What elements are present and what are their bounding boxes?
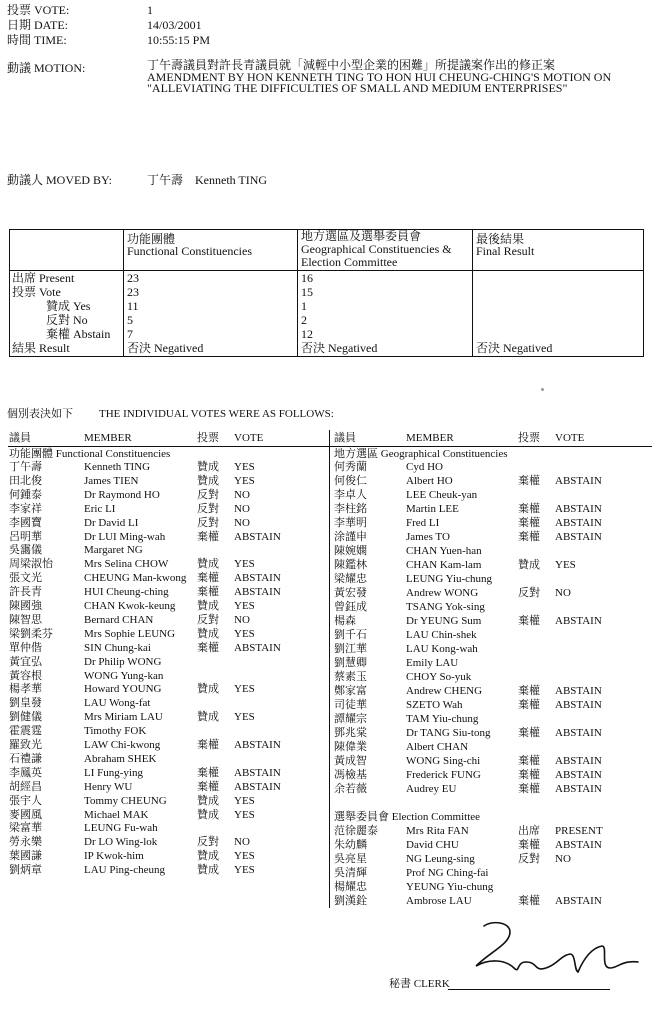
member-name-en: LAU Kong-wah [406,643,478,655]
member-name-en: NG Leung-sing [406,853,475,865]
vote-number-value: 1 [147,3,153,17]
vote-en: ABSTAIN [555,517,602,529]
member-name-en: Andrew CHENG [406,685,483,697]
vote-zh: 棄權 [518,769,540,781]
vote-en: NO [234,488,250,501]
vote-en: ABSTAIN [555,699,602,711]
member-name-zh: 范徐麗泰 [334,825,378,837]
summary-header-divider [10,270,643,271]
vote-zh: 棄權 [518,727,540,739]
member-name-zh: 余若薇 [334,783,367,795]
member-name-zh: 黃宜弘 [9,655,42,668]
member-name-en: LI Fung-ying [84,766,143,779]
summary-col-fc-zh: 功能團體 [127,232,176,246]
member-name-zh: 曾鈺成 [334,601,367,613]
member-name-en: Mrs Miriam LAU [84,711,163,724]
vote-zh: 反對 [197,502,219,515]
vote-zh: 棄權 [518,531,540,543]
member-name-zh: 呂明華 [9,530,42,543]
member-name-zh: 勞永樂 [9,836,42,849]
vote-en: YES [234,600,255,612]
moved-by-label: 動議人 MOVED BY: [7,173,112,187]
vote-zh: 棄權 [197,739,219,751]
vote-en: YES [234,808,255,821]
member-name-en: Dr YEUNG Sum [406,615,482,627]
scan-speck [541,388,544,391]
member-name-zh: 陳智思 [9,613,42,626]
vote-en: YES [234,474,255,487]
gc-no: 2 [301,313,307,327]
member-name-zh: 霍震霆 [9,725,42,738]
vote-en: NO [234,516,250,529]
vote-en: ABSTAIN [555,727,602,739]
date-value: 14/03/2001 [147,18,202,32]
member-name-zh: 石禮謙 [9,752,42,765]
member-name-zh: 吳靄儀 [9,544,42,557]
member-name-zh: 張宇人 [9,794,42,807]
vote-en: ABSTAIN [555,839,602,851]
vote-en: NO [234,836,250,849]
vote-zh: 棄權 [518,783,540,795]
member-name-zh: 李卓人 [334,489,367,501]
member-name-en: YEUNG Yiu-chung [406,881,494,893]
fc-yes: 11 [127,299,139,313]
vote-en: ABSTAIN [555,615,602,627]
final-result: 否決 Negatived [476,341,553,355]
vote-en: YES [234,683,255,696]
member-name-en: Margaret NG [84,544,143,557]
gc-yes: 1 [301,299,307,313]
member-name-en: WONG Yung-kan [84,669,164,682]
member-name-zh: 劉皇發 [9,697,42,710]
member-name-en: Howard YOUNG [84,683,162,696]
summary-col-gc-en-2: Election Committee [301,255,398,269]
member-name-zh: 李柱銘 [334,503,367,515]
gc-abstain: 12 [301,327,313,341]
vote-zh: 棄權 [197,780,219,793]
vote-zh: 贊成 [197,711,219,724]
member-name-en: Audrey EU [406,783,457,795]
time-label: 時間 TIME: [7,33,67,47]
member-name-en: HUI Cheung-ching [84,586,169,599]
ec-section-title: 選舉委員會 Election Committee [334,811,481,823]
moved-by-value: 丁午壽 Kenneth TING [147,173,268,187]
date-label: 日期 DATE: [7,18,68,32]
gc-present: 16 [301,271,313,285]
member-name-zh: 楊森 [334,615,356,627]
member-name-en: Emily LAU [406,657,459,669]
right-col-vote-zh: 投票 [518,432,540,444]
vote-zh: 棄權 [197,766,219,779]
member-name-zh: 何俊仁 [334,475,367,487]
member-name-zh: 楊孝華 [9,683,42,696]
fc-result: 否決 Negatived [127,341,204,355]
clerk-signature-line [448,989,610,990]
vote-en: ABSTAIN [234,780,281,793]
vote-en: ABSTAIN [234,739,281,751]
motion-line-zh: 丁午壽議員對許長青議員就「減輕中小型企業的困難」所提議案作出的修正案 [147,58,556,72]
vote-zh: 反對 [197,613,219,626]
member-name-zh: 麥國風 [9,808,42,821]
member-name-zh: 鄧兆棠 [334,727,367,739]
member-name-zh: 楊耀忠 [334,881,367,893]
member-name-en: Bernard CHAN [84,613,154,626]
vote-en: NO [234,502,250,515]
member-name-zh: 劉炳章 [9,864,42,877]
member-name-zh: 梁耀忠 [334,573,367,585]
member-name-en: WONG Sing-chi [406,755,481,767]
individual-intro-en: THE INDIVIDUAL VOTES WERE AS FOLLOWS: [99,408,334,420]
member-name-en: SZETO Wah [406,699,463,711]
vote-en: ABSTAIN [234,530,281,543]
vote-zh: 反對 [518,853,540,865]
member-name-en: Cyd HO [406,461,443,473]
member-name-en: Mrs Rita FAN [406,825,469,837]
motion-text [147,60,611,95]
vote-number-label: 投票 VOTE: [7,3,70,17]
member-name-zh: 黃容根 [9,669,42,682]
member-name-en: TSANG Yok-sing [406,601,485,613]
vote-en: NO [555,587,571,599]
summary-row-no: 反對 No [46,313,88,327]
member-name-en: LEUNG Fu-wah [84,822,158,835]
member-name-zh: 李鳳英 [9,766,42,779]
member-name-en: David CHU [406,839,459,851]
member-name-zh: 葉國謙 [9,850,42,863]
vote-en: YES [234,461,255,473]
summary-col-divider-1 [123,230,124,356]
member-name-zh: 梁劉柔芬 [9,627,53,640]
vote-zh: 贊成 [197,461,219,473]
vote-en: NO [555,853,571,865]
member-name-en: Tommy CHEUNG [84,794,167,807]
vote-zh: 贊成 [197,627,219,640]
clerk-label: 秘書 CLERK [389,978,450,990]
vote-zh: 棄權 [518,475,540,487]
vote-zh: 贊成 [197,474,219,487]
vote-en: ABSTAIN [234,641,281,654]
summary-col-gc-zh: 地方選區及選舉委員會 [301,229,422,243]
vote-zh: 棄權 [197,572,219,585]
right-col-member-en: MEMBER [406,432,454,444]
summary-row-present: 出席 Present [12,271,75,285]
member-name-zh: 黃成智 [334,755,367,767]
vote-en: ABSTAIN [555,755,602,767]
member-name-zh: 劉千石 [334,629,367,641]
member-name-en: CHAN Yuen-han [406,545,482,557]
vote-zh: 反對 [197,488,219,501]
member-name-en: LAW Chi-kwong [84,739,161,751]
gc-vote: 15 [301,285,313,299]
right-vote-list [334,461,652,801]
vote-en: YES [555,559,576,571]
left-col-vote-zh: 投票 [197,432,219,444]
motion-line-en-2: "ALLEVIATING THE DIFFICULTIES OF SMALL AND MEDIUM ENTERPRISES" [147,81,568,95]
clerk-signature-icon [466,918,642,980]
vote-zh: 棄權 [518,503,540,515]
member-name-en: LAU Wong-fat [84,697,151,710]
vote-en: YES [234,627,255,640]
vote-zh: 贊成 [197,850,219,863]
member-name-en: LAU Ping-cheung [84,864,165,877]
vote-en: PRESENT [555,825,603,837]
member-name-zh: 陳偉業 [334,741,367,753]
member-name-zh: 吳清輝 [334,867,367,879]
vote-zh: 棄權 [197,641,219,654]
left-col-member-en: MEMBER [84,432,132,444]
vote-zh: 棄權 [518,517,540,529]
member-name-zh: 黃宏發 [334,587,367,599]
summary-col-final-zh: 最後結果 [476,232,525,246]
member-name-en: Frederick FUNG [406,769,481,781]
member-name-zh: 梁富華 [9,822,42,835]
vote-zh: 棄權 [518,685,540,697]
member-name-zh: 吳亮星 [334,853,367,865]
member-name-zh: 李家祥 [9,502,42,515]
member-name-en: Dr Philip WONG [84,655,162,668]
member-name-en: Eric LI [84,502,116,515]
vote-en: ABSTAIN [555,769,602,781]
member-name-en: Andrew WONG [406,587,479,599]
vote-zh: 贊成 [197,558,219,571]
member-name-zh: 何鍾泰 [9,488,42,501]
vote-en: ABSTAIN [555,475,602,487]
left-col-vote-en: VOTE [234,432,264,444]
vote-zh: 棄權 [197,586,219,599]
member-name-zh: 胡經昌 [9,780,42,793]
member-name-en: Ambrose LAU [406,895,472,907]
vote-zh: 反對 [197,516,219,529]
right-section-title: 地方選區 Geographical Constituencies [334,448,508,460]
vote-zh: 棄權 [518,699,540,711]
member-name-en: IP Kwok-him [84,850,144,863]
member-name-en: Kenneth TING [84,461,151,473]
gc-result: 否決 Negatived [301,341,378,355]
vote-en: ABSTAIN [555,895,602,907]
member-name-en: CHAN Kam-lam [406,559,482,571]
member-name-zh: 何秀蘭 [334,461,367,473]
vote-en: YES [234,794,255,807]
member-name-en: James TIEN [84,474,139,487]
member-name-zh: 朱幼麟 [334,839,367,851]
left-section-title: 功能團體 Functional Constituencies [9,448,171,460]
member-name-en: Michael MAK [84,808,149,821]
vote-zh: 贊成 [197,600,219,612]
member-name-en: Martin LEE [406,503,459,515]
member-name-zh: 馮檢基 [334,769,367,781]
right-col-member-zh: 議員 [334,432,356,444]
vote-en: ABSTAIN [234,586,281,599]
member-name-en: Albert HO [406,475,453,487]
member-name-zh: 李華明 [334,517,367,529]
fc-abstain: 7 [127,327,133,341]
vote-zh: 出席 [518,825,540,837]
member-name-en: Dr Raymond HO [84,488,160,501]
fc-present: 23 [127,271,139,285]
vote-zh: 棄權 [518,615,540,627]
member-name-en: Dr David LI [84,516,139,529]
vote-en: NO [234,613,250,626]
member-name-en: LEE Cheuk-yan [406,489,478,501]
member-name-en: Dr TANG Siu-tong [406,727,491,739]
member-name-zh: 李國寶 [9,516,42,529]
summary-row-yes: 贊成 Yes [46,299,91,313]
member-name-zh: 許長青 [9,586,42,599]
vote-en: ABSTAIN [555,783,602,795]
vote-zh: 棄權 [518,839,540,851]
member-name-en: CHOY So-yuk [406,671,472,683]
vote-zh: 贊成 [197,864,219,877]
right-col-vote-en: VOTE [555,432,585,444]
vote-zh: 反對 [518,587,540,599]
member-name-en: Mrs Sophie LEUNG [84,627,176,640]
time-value: 10:55:15 PM [147,33,211,47]
summary-row-result: 結果 Result [12,341,70,355]
summary-col-gc-en: Geographical Constituencies & [301,242,452,256]
member-name-en: Henry WU [84,780,133,793]
member-name-zh: 司徒華 [334,699,367,711]
vote-en: ABSTAIN [555,685,602,697]
fc-no: 5 [127,313,133,327]
summary-row-abstain: 棄權 Abstain [46,327,111,341]
member-name-zh: 譚耀宗 [334,713,367,725]
member-name-zh: 丁午壽 [9,461,42,473]
vote-zh: 贊成 [197,808,219,821]
member-name-en: Mrs Selina CHOW [84,558,169,571]
fc-vote: 23 [127,285,139,299]
column-divider [329,430,330,908]
member-name-en: Abraham SHEK [84,752,157,765]
member-name-en: Fred LI [406,517,440,529]
member-name-en: LEUNG Yiu-chung [406,573,493,585]
motion-line-en-1: AMENDMENT BY HON KENNETH TING TO HON HUI CHEUNG-CHING'S MOTION ON [147,69,612,84]
member-name-zh: 劉慧卿 [334,657,367,669]
left-vote-list [9,461,327,881]
member-name-en: Albert CHAN [406,741,469,753]
member-name-en: Timothy FOK [84,725,147,738]
vote-zh: 反對 [197,836,219,849]
member-name-zh: 單仲偕 [9,641,42,654]
vote-en: YES [234,864,255,877]
vote-zh: 贊成 [197,794,219,807]
vote-en: YES [234,558,255,571]
member-name-en: CHAN Kwok-keung [84,600,176,612]
member-name-zh: 陳鑑林 [334,559,367,571]
summary-row-vote: 投票 Vote [12,285,61,299]
member-name-en: Dr LO Wing-lok [84,836,158,849]
member-name-zh: 周梁淑怡 [9,558,53,571]
vote-zh: 棄權 [197,530,219,543]
vote-zh: 贊成 [197,683,219,696]
vote-zh: 棄權 [518,895,540,907]
member-name-en: SIN Chung-kai [84,641,151,654]
vote-zh: 棄權 [518,755,540,767]
member-name-zh: 劉健儀 [9,711,42,724]
member-name-en: Prof NG Ching-fai [406,867,489,879]
summary-col-fc-en: Functional Constituencies [127,244,252,258]
summary-col-divider-3 [472,230,473,356]
member-name-zh: 鄭家富 [334,685,367,697]
summary-col-final-en: Final Result [476,244,535,258]
member-name-zh: 羅致光 [9,739,42,751]
ec-vote-list [334,825,652,909]
member-name-zh: 陳婉嫻 [334,545,367,557]
vote-en: ABSTAIN [234,766,281,779]
vote-en: ABSTAIN [555,531,602,543]
member-name-en: LAU Chin-shek [406,629,477,641]
member-name-zh: 劉江華 [334,643,367,655]
member-name-zh: 劉漢銓 [334,895,367,907]
left-col-member-zh: 議員 [9,432,31,444]
member-name-en: Dr LUI Ming-wah [84,530,166,543]
summary-col-divider-2 [297,230,298,356]
member-name-zh: 涂謹申 [334,531,367,543]
vote-en: YES [234,711,255,724]
member-name-en: TAM Yiu-chung [406,713,479,725]
summary-table [9,229,644,357]
vote-zh: 贊成 [518,559,540,571]
member-name-zh: 張文光 [9,572,42,585]
vote-en: ABSTAIN [234,572,281,585]
member-name-en: James TO [406,531,450,543]
individual-intro-zh: 個別表決如下 [7,408,73,420]
member-name-en: CHEUNG Man-kwong [84,572,187,585]
individual-header-rule [8,446,652,447]
motion-label: 動議 MOTION: [7,61,86,75]
vote-en: ABSTAIN [555,503,602,515]
member-name-zh: 蔡素玉 [334,671,367,683]
vote-en: YES [234,850,255,863]
member-name-zh: 田北俊 [9,474,42,487]
member-name-zh: 陳國強 [9,600,42,612]
